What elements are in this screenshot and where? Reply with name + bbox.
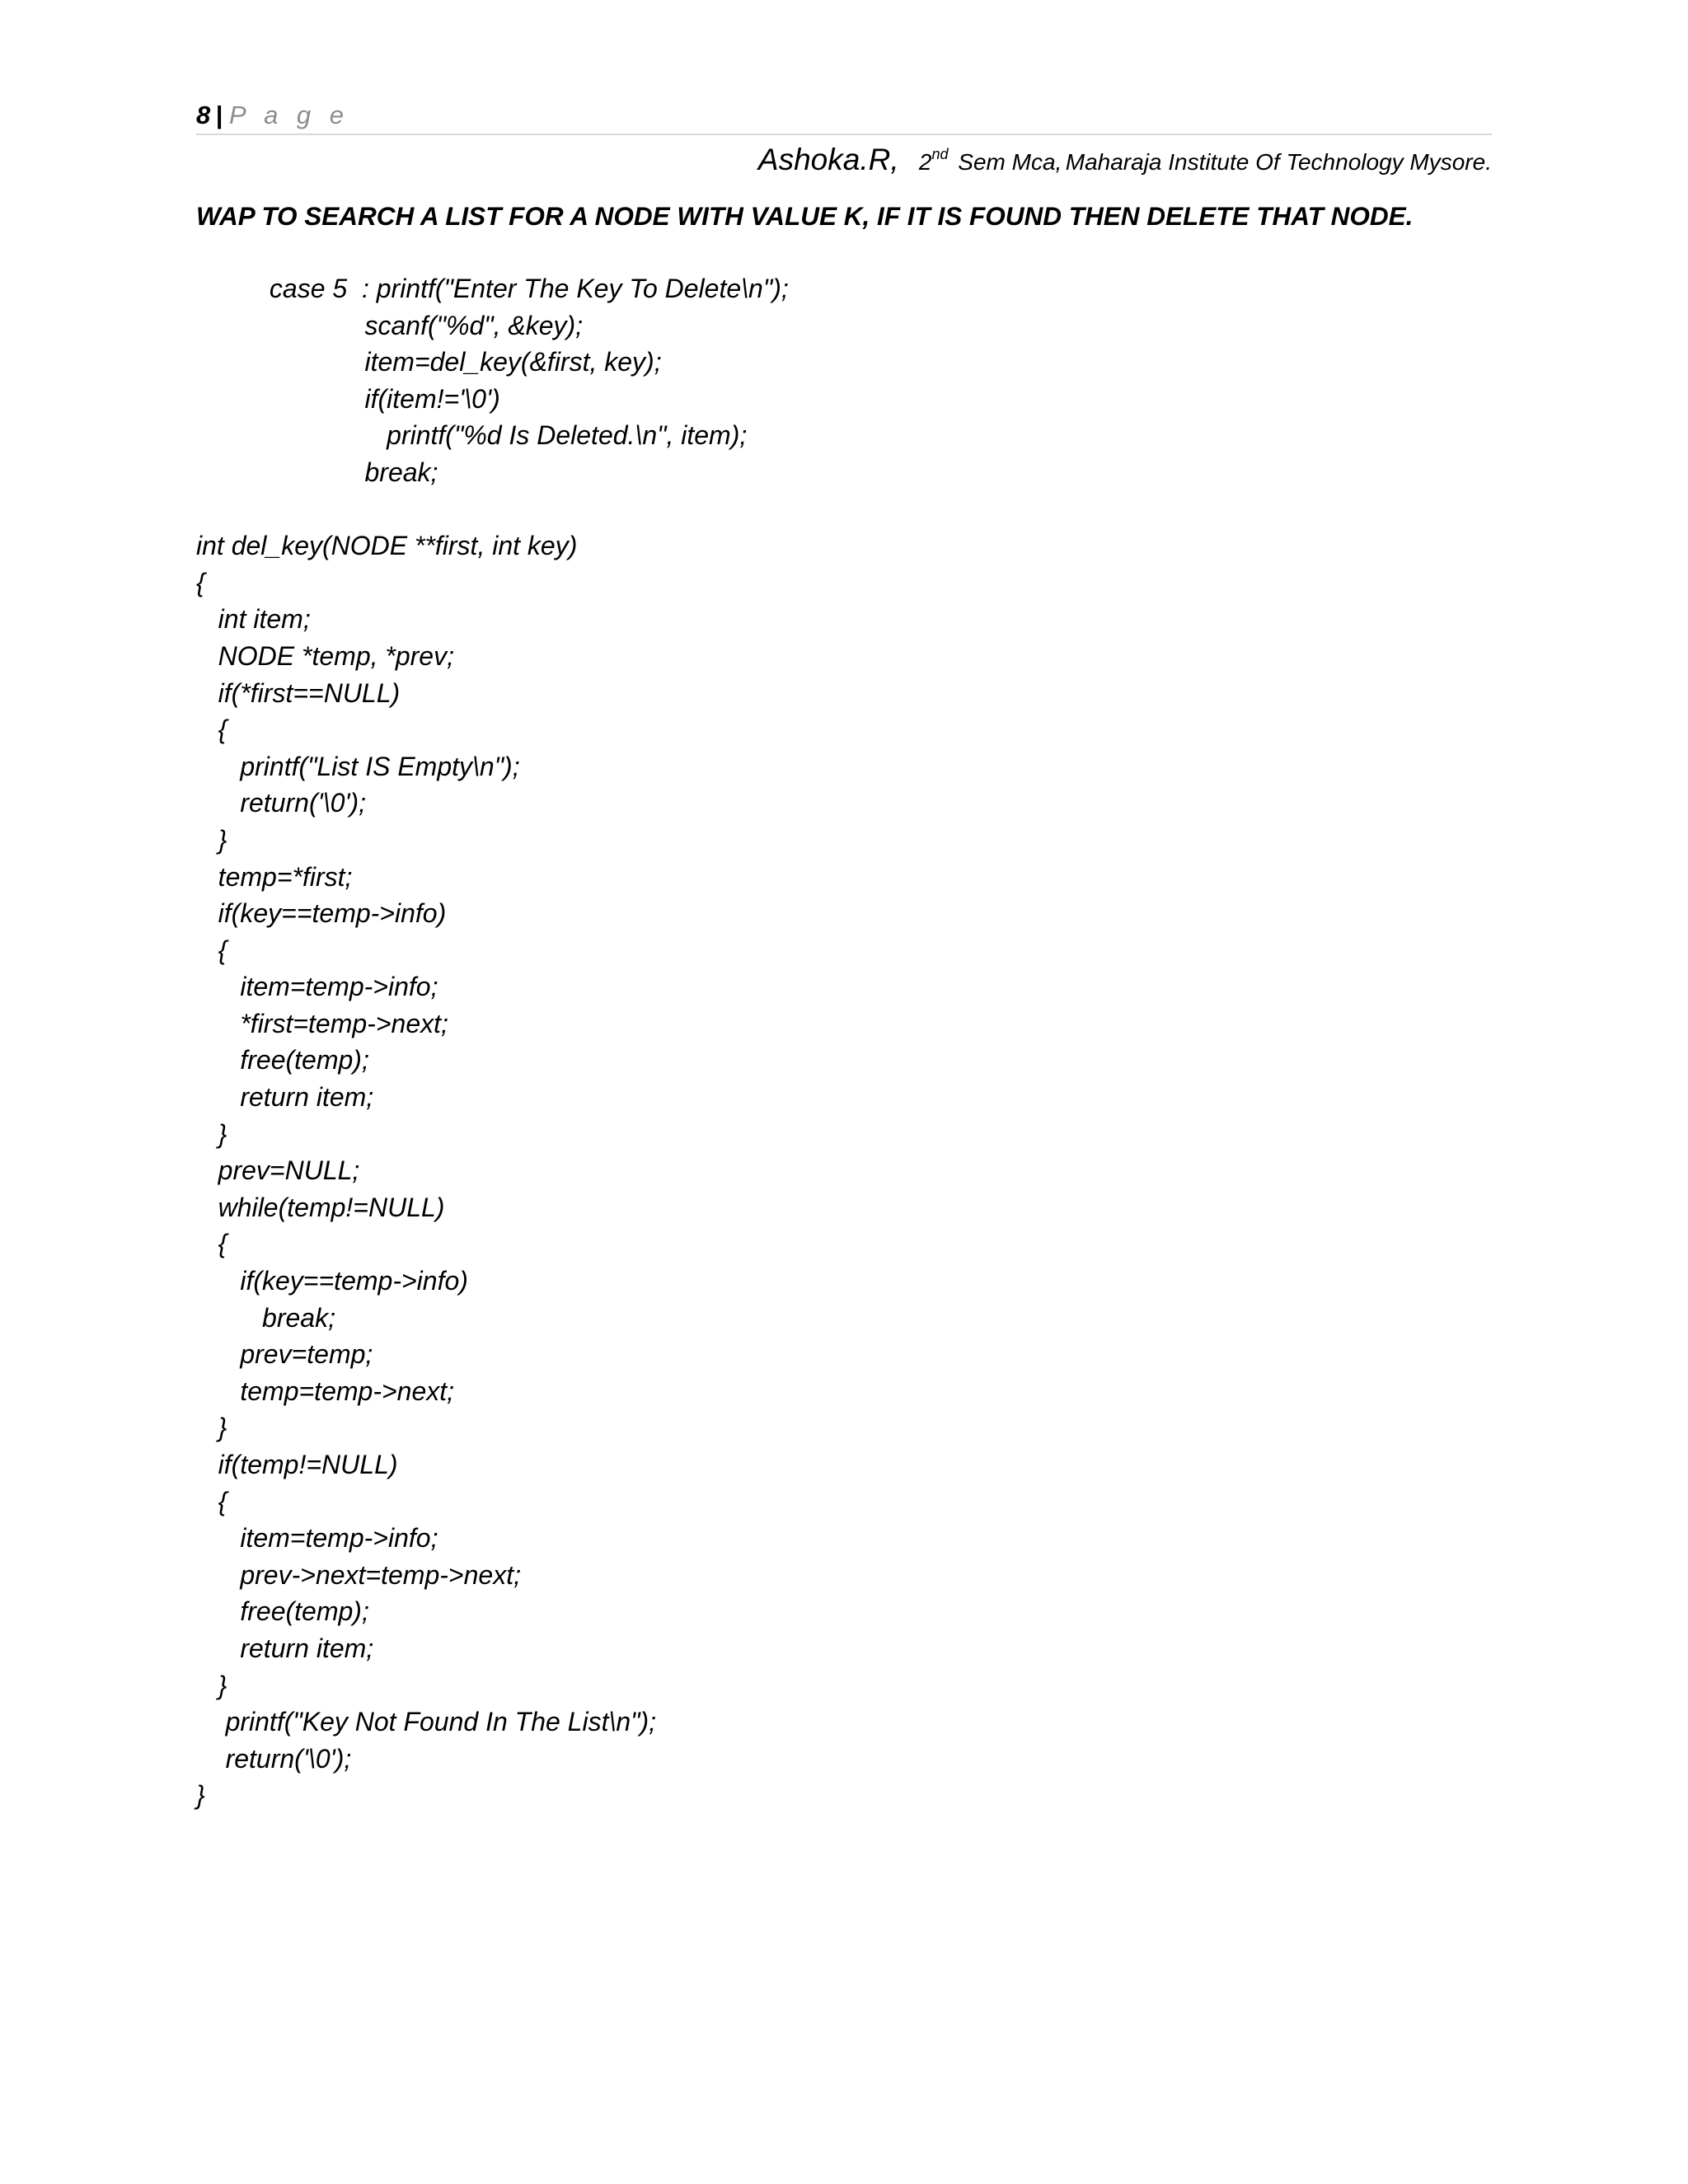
code-line: } <box>196 1118 227 1149</box>
code-line: NODE *temp, *prev; <box>196 640 454 671</box>
code-line: int item; <box>196 604 311 635</box>
code-line: int del_key(NODE **first, int key) <box>196 531 578 561</box>
code-line: temp=*first; <box>196 861 353 892</box>
code-line: return('\0'); <box>196 1743 352 1774</box>
code-line: } <box>196 1670 227 1700</box>
code-line: printf("%d Is Deleted.\n", item); <box>196 420 748 451</box>
code-line: return('\0'); <box>196 788 367 818</box>
page-number-label <box>196 99 349 132</box>
code-line: if(temp!=NULL) <box>196 1450 398 1479</box>
code-line <box>196 491 789 528</box>
code-line: temp=temp->next; <box>196 1376 455 1406</box>
code-line: if(item!='\0') <box>196 383 500 414</box>
author-name: Ashoka.R, <box>757 143 899 176</box>
code-line: if(key==temp->info) <box>196 1266 468 1296</box>
code-line: printf("Key Not Found In The List\n"); <box>196 1707 657 1737</box>
code-line: { <box>196 1486 227 1516</box>
code-line: break; <box>196 1302 335 1333</box>
code-line: item=temp->info; <box>196 972 438 1002</box>
code-line: { <box>196 715 227 745</box>
code-line: } <box>196 1780 205 1811</box>
code-line: return item; <box>196 1633 374 1663</box>
author-semester <box>918 146 1062 175</box>
page-number: 8 <box>196 101 211 129</box>
code-line: } <box>196 1413 227 1443</box>
code-line: free(temp); <box>196 1045 369 1076</box>
code-line: } <box>196 824 227 855</box>
page-header <box>196 97 1492 135</box>
code-line: while(temp!=NULL) <box>196 1192 445 1222</box>
code-line: free(temp); <box>196 1596 369 1627</box>
code-line: break; <box>196 457 438 487</box>
code-line: prev=temp; <box>196 1339 373 1370</box>
code-line: *first=temp->next; <box>196 1008 448 1038</box>
semester-text: Sem Mca, <box>958 149 1062 175</box>
author-line <box>758 136 1492 185</box>
task-heading: WAP TO SEARCH A LIST FOR A NODE WITH VALUE K, IF IT IS FOUND THEN DELETE THAT NODE. <box>196 201 1414 231</box>
code-line: scanf("%d", &key); <box>196 310 584 340</box>
author-institute: Maharaja Institute Of Technology Mysore. <box>1065 149 1492 175</box>
code-line: item=temp->info; <box>196 1523 438 1554</box>
semester-superscript: nd <box>931 146 949 162</box>
code-line: return item; <box>196 1082 374 1113</box>
code-block <box>196 270 789 1814</box>
code-line: if(*first==NULL) <box>196 677 401 708</box>
code-line: prev=NULL; <box>196 1155 360 1186</box>
page-word: P a g e <box>228 101 350 129</box>
semester-number: 2 <box>918 149 932 175</box>
code-line: { <box>196 1229 227 1259</box>
code-line: case 5 : printf("Enter The Key To Delete\n"); <box>196 274 789 303</box>
code-line: item=del_key(&first, key); <box>196 347 662 377</box>
code-line: { <box>196 935 227 965</box>
code-line: { <box>196 567 205 598</box>
code-line: printf("List IS Empty\n"); <box>196 751 520 781</box>
code-line: if(key==temp->info) <box>196 898 447 929</box>
code-line: prev->next=temp->next; <box>196 1559 521 1590</box>
page-separator: | <box>215 101 223 129</box>
